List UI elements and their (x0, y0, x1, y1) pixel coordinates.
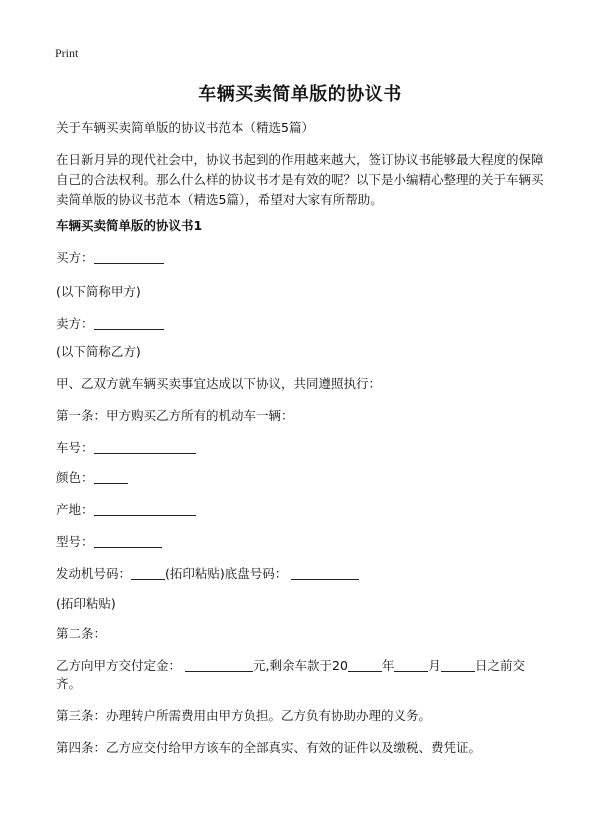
chassis-blank (291, 565, 359, 580)
intro-paragraph: 在日新月异的现代社会中，协议书起到的作用越来越大，签订协议书能够最大程度的保障自己的合法权利。那么什么样的协议书才是有效的呢？以下是小编精心整理的关于车辆买卖简单版的协议书范本（精选5篇），希望对大家有所帮助。 (56, 152, 544, 207)
deposit-blank (185, 657, 253, 672)
seller-label: 卖方： (56, 316, 94, 331)
plate-row (56, 438, 550, 458)
payment-year: 年 (381, 658, 395, 673)
color-row (56, 468, 550, 488)
payment-month: 月 (428, 658, 441, 673)
rubbing-inline-note: (拓印粘贴)底盘号码： (165, 566, 288, 581)
payment-suffix: 日之前交 (474, 658, 525, 673)
section-heading: 车辆买卖简单版的协议书1 (56, 218, 203, 233)
plate-blank (94, 439, 196, 454)
plate-label: 车号： (56, 440, 94, 455)
engine-row (56, 564, 550, 584)
print-link[interactable]: Print (55, 46, 79, 60)
article-1: 第一条：甲方购买乙方所有的机动车一辆： (56, 408, 294, 423)
buyer-note: (以下简称甲方) (56, 284, 141, 299)
origin-blank (94, 501, 196, 516)
agreement-line: 甲、乙双方就车辆买卖事宜达成以下协议，共同遵照执行： (56, 376, 382, 391)
payment-mid: 元,剩余车款于20 (253, 658, 348, 673)
buyer-row (56, 248, 550, 268)
month-blank (394, 657, 428, 672)
document-title: 车辆买卖简单版的协议书 (198, 84, 402, 105)
model-row (56, 532, 550, 552)
rubbing-note: (拓印粘贴) (56, 596, 116, 611)
buyer-label: 买方： (56, 250, 94, 265)
seller-note: (以下简称乙方) (56, 344, 141, 359)
day-blank (441, 657, 475, 672)
payment-end: 齐。 (56, 676, 82, 691)
color-label: 颜色： (56, 470, 94, 485)
year-blank (348, 657, 382, 672)
article-3: 第三条：办理转户所需费用由甲方负担。乙方负有协助办理的义务。 (56, 708, 432, 723)
intro-line: 关于车辆买卖简单版的协议书范本（精选5篇） (56, 120, 314, 135)
engine-label: 发动机号码： (56, 566, 132, 581)
color-blank (94, 469, 128, 484)
model-blank (94, 533, 162, 548)
origin-row (56, 500, 550, 520)
payment-row (56, 656, 550, 676)
payment-prefix: 乙方向甲方交付定金： (56, 658, 182, 673)
seller-row (56, 314, 550, 334)
seller-blank (94, 315, 164, 330)
article-4: 第四条：乙方应交付给甲方该车的全部真实、有效的证件以及缴税、费凭证。 (56, 740, 482, 755)
engine-blank (131, 565, 165, 580)
article-2: 第二条： (56, 626, 107, 641)
origin-label: 产地： (56, 502, 94, 517)
buyer-blank (94, 249, 164, 264)
model-label: 型号： (56, 534, 94, 549)
